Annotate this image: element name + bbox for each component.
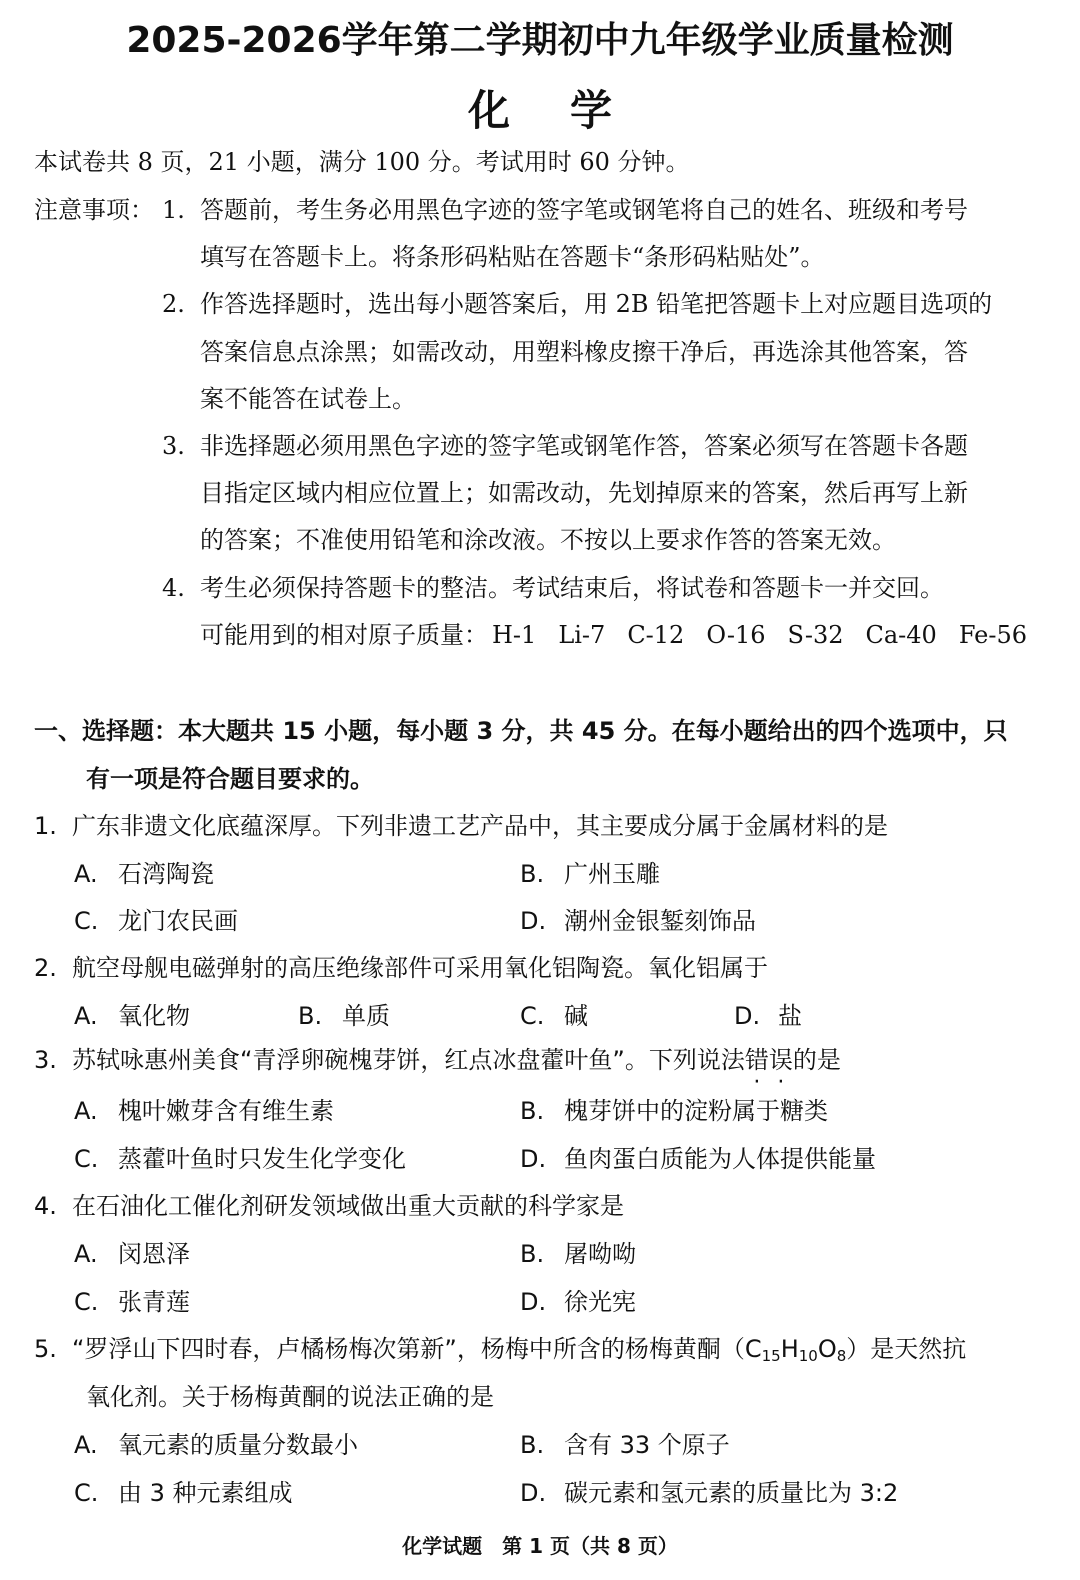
question-stem <box>34 952 768 984</box>
option-text: 潮州金银錾刻饰品 <box>564 907 756 935</box>
option <box>74 858 214 890</box>
option-label: B. <box>520 1431 545 1459</box>
notice-number: 2. <box>162 290 185 318</box>
notice-text: 非选择题必须用黑色字迹的签字笔或钢笔作答，答案必须写在答题卡各题 <box>200 432 968 460</box>
atomic-masses <box>200 619 1049 651</box>
atomic-mass: Li-7 <box>558 621 606 649</box>
question-number: 3. <box>34 1046 57 1074</box>
notice-number: 3. <box>162 432 185 460</box>
option-text: 单质 <box>342 1002 390 1030</box>
atomic-masses-label: 可能用到的相对原子质量： <box>200 621 488 649</box>
option-label: C. <box>74 1145 99 1173</box>
option-label: B. <box>520 860 545 888</box>
exam-title: 2025-2026学年第二学期初中九年级学业质量检测 <box>126 20 954 61</box>
formula-element: O <box>817 1335 837 1363</box>
notice-text: 答案信息点涂黑；如需改动，用塑料橡皮擦干净后，再选涂其他答案，答 <box>200 338 968 366</box>
option-text: 屠呦呦 <box>564 1240 636 1268</box>
option-label: B. <box>520 1097 545 1125</box>
formula-subscript: 8 <box>836 1347 847 1365</box>
question-text-cont: 氧化剂。关于杨梅黄酮的说法正确的是 <box>86 1383 494 1411</box>
option <box>520 1143 876 1175</box>
option-label: A. <box>74 1431 98 1459</box>
question-text: 苏轼咏惠州美食“青浮卵碗槐芽饼，红点冰盘藿叶鱼”。下列说法 <box>72 1046 745 1074</box>
atomic-mass: C-12 <box>627 621 685 649</box>
option-label: A. <box>74 1097 98 1125</box>
question-number: 1. <box>34 812 57 840</box>
formula-subscript: 15 <box>761 1347 781 1365</box>
question-number: 4. <box>34 1192 57 1220</box>
notice-text: 的答案；不准使用铅笔和涂改液。不按以上要求作答的答案无效。 <box>200 526 896 554</box>
option <box>520 1429 730 1461</box>
notice-item <box>162 430 968 462</box>
option-text: 碳元素和氢元素的质量比为 3:2 <box>564 1479 899 1507</box>
option <box>74 1477 293 1509</box>
option-text: 盐 <box>778 1002 802 1030</box>
question-stem <box>34 1044 841 1076</box>
option-text: 鱼肉蛋白质能为人体提供能量 <box>564 1145 876 1173</box>
option-text: 广州玉雕 <box>564 860 660 888</box>
option-text: 槐叶嫩芽含有维生素 <box>118 1097 334 1125</box>
question-number: 5. <box>34 1335 57 1363</box>
question-text: 的是 <box>792 1046 841 1074</box>
notice-number: 1. <box>162 196 185 224</box>
notice-text: 答题前，考生务必用黑色字迹的签字笔或钢笔将自己的姓名、班级和考号 <box>200 196 968 224</box>
option <box>74 1095 334 1127</box>
question-stem <box>34 810 888 842</box>
option-label: D. <box>520 1145 547 1173</box>
emphasis-char: 误 <box>768 1046 793 1074</box>
notice-item <box>162 572 944 604</box>
atomic-mass: Fe-56 <box>958 621 1028 649</box>
option-text: 蒸藿叶鱼时只发生化学变化 <box>118 1145 406 1173</box>
notice-number: 4. <box>162 574 185 602</box>
option-label: C. <box>74 907 99 935</box>
notice-text: 作答选择题时，选出每小题答案后，用 2B 铅笔把答题卡上对应题目选项的 <box>200 290 993 318</box>
exam-intro: 本试卷共 8 页，21 小题，满分 100 分。考试用时 60 分钟。 <box>34 148 690 176</box>
option-text: 碱 <box>564 1002 588 1030</box>
option-label: C. <box>520 1002 545 1030</box>
question-text: 航空母舰电磁弹射的高压绝缘部件可采用氧化铝陶瓷。氧化铝属于 <box>72 954 768 982</box>
notice-item <box>162 288 992 320</box>
option-label: A. <box>74 1002 98 1030</box>
emphasis-char: 错 <box>744 1046 769 1074</box>
option-label: A. <box>74 860 98 888</box>
notice-text: 案不能答在试卷上。 <box>200 385 416 413</box>
option-text: 由 3 种元素组成 <box>118 1479 293 1507</box>
option <box>520 1000 588 1032</box>
option-label: A. <box>74 1240 98 1268</box>
option-text: 龙门农民画 <box>118 907 238 935</box>
question-stem <box>34 1190 624 1222</box>
option-label: C. <box>74 1288 99 1316</box>
option-label: D. <box>520 1479 547 1507</box>
option-text: 徐光宪 <box>564 1288 636 1316</box>
question-text: “罗浮山下四时春，卢橘杨梅次第新”，杨梅中所含的杨梅黄酮（C <box>72 1335 762 1363</box>
formula-element: H <box>780 1335 799 1363</box>
subject-title: 化学 <box>467 86 672 135</box>
option-text: 含有 33 个原子 <box>564 1431 730 1459</box>
option-text: 氧化物 <box>118 1002 190 1030</box>
option <box>74 1286 190 1318</box>
option <box>734 1000 802 1032</box>
option <box>520 858 660 890</box>
option <box>74 1238 190 1270</box>
option-text: 石湾陶瓷 <box>118 860 214 888</box>
notice-label: 注意事项： <box>34 196 154 224</box>
option-text: 张青莲 <box>118 1288 190 1316</box>
option <box>74 1429 358 1461</box>
notice-text: 填写在答题卡上。将条形码粘贴在答题卡“条形码粘贴处”。 <box>200 243 825 271</box>
option <box>520 1095 828 1127</box>
notice-text: 目指定区域内相应位置上；如需改动，先划掉原来的答案，然后再写上新 <box>200 479 968 507</box>
option-text: 闵恩泽 <box>118 1240 190 1268</box>
question-text: ）是天然抗 <box>846 1335 967 1363</box>
formula-subscript: 10 <box>798 1347 818 1365</box>
question-number: 2. <box>34 954 57 982</box>
option <box>74 1143 406 1175</box>
option <box>520 905 756 937</box>
option <box>520 1477 898 1509</box>
option-label: D. <box>520 907 547 935</box>
question-text: 广东非遗文化底蕴深厚。下列非遗工艺产品中，其主要成分属于金属材料的是 <box>72 812 888 840</box>
question-stem <box>34 1333 966 1372</box>
option <box>520 1286 636 1318</box>
option-text: 氧元素的质量分数最小 <box>118 1431 358 1459</box>
option-label: B. <box>298 1002 323 1030</box>
option-label: D. <box>734 1002 761 1030</box>
option-label: C. <box>74 1479 99 1507</box>
option <box>74 905 238 937</box>
option <box>520 1238 636 1270</box>
atomic-mass: Ca-40 <box>865 621 937 649</box>
atomic-mass: S-32 <box>787 621 844 649</box>
option-label: D. <box>520 1288 547 1316</box>
page-footer: 化学试题 第 1 页（共 8 页） <box>402 1534 678 1558</box>
option <box>74 1000 190 1032</box>
section-heading: 一、选择题：本大题共 15 小题，每小题 3 分，共 45 分。在每小题给出的四个选项中，只 <box>34 717 1008 745</box>
atomic-mass: H-1 <box>492 621 537 649</box>
section-heading-cont: 有一项是符合题目要求的。 <box>86 765 374 793</box>
question-text: 在石油化工催化剂研发领域做出重大贡献的科学家是 <box>72 1192 624 1220</box>
notice-text: 考生必须保持答题卡的整洁。考试结束后，将试卷和答题卡一并交回。 <box>200 574 944 602</box>
notice-item <box>162 194 968 226</box>
option-text: 槐芽饼中的淀粉属于糖类 <box>564 1097 828 1125</box>
atomic-mass: O-16 <box>706 621 766 649</box>
option <box>298 1000 390 1032</box>
option-label: B. <box>520 1240 545 1268</box>
